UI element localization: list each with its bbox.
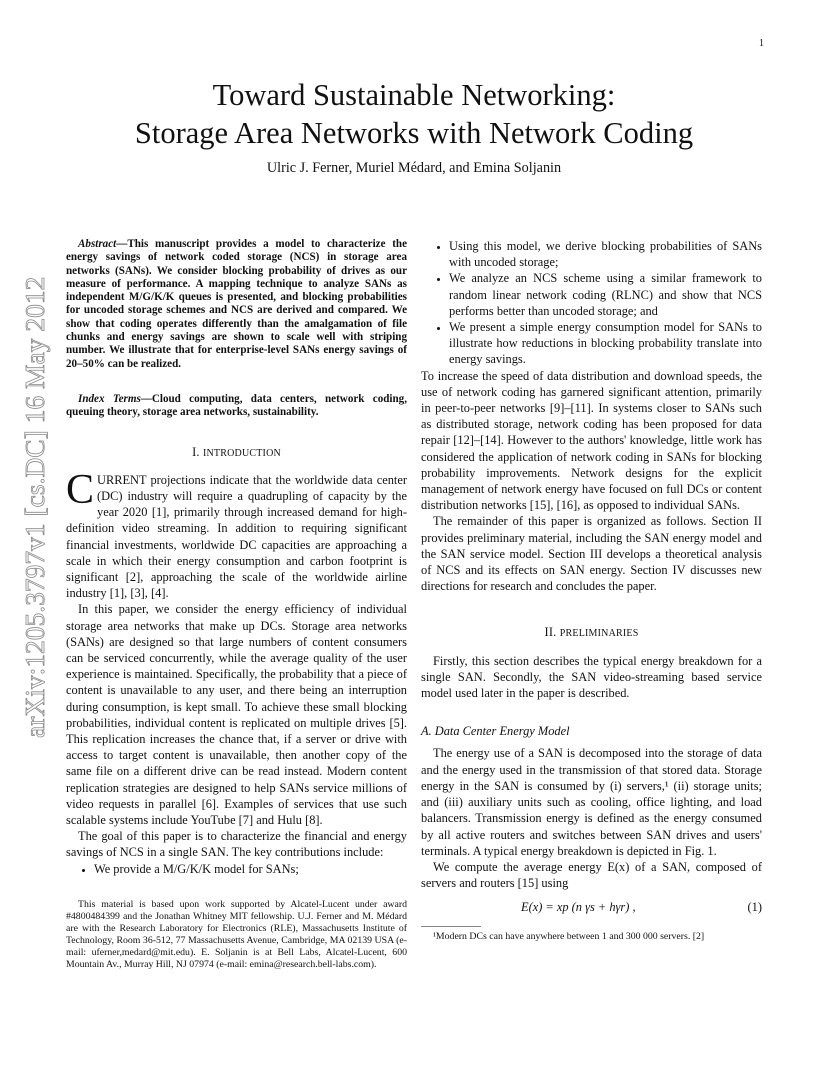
list-item: • We provide a M/G/K/K model for SANs; [94, 861, 407, 877]
contribution-list-right [421, 238, 762, 368]
list-item: • Using this model, we derive blocking probabilities of SANs with uncoded storage; [449, 238, 762, 270]
subsection-heading: A. Data Center Energy Model [421, 724, 570, 739]
list-item: • We present a simple energy consumption model for SANs to illustrate how reductions in blocking probability translate into energy savings. [449, 319, 762, 368]
index-terms [66, 393, 407, 420]
abstract-text: —This manuscript provides a model to characterize the energy savings of network coded storage (NCS) in storage area networks (SANs). We consider blocking probability of drives as our measure of performance. A mapping technique to analyze SANs as independent M/G/K/K queues is presented, and blocking probabilities for uncoded storage schemes and NCS are derived and compared. We show that coding operates differently than the amalgamation of file chunks and energy savings are shown to scale well with striping number. We illustrate that for enterprise-level SANs energy savings of 20–50% can be realized. [66, 238, 407, 370]
equation-number: (1) [747, 900, 762, 915]
footnote-funding: This material is based upon work supported by Alcatel-Lucent under award #4800484399 and the Jonathan Whitney MIT fellowship. U.J. Ferner and M. Médard are with the Research Laboratory for Electronics (RLE), Massachusetts Institute of Technology, Room 36-512, 77 Massachusetts Avenue, Cambridge, MA 02139 USA (e-mail: uferner,medard@mit.edu). E. Soljanin is at Bell Labs, Alcatel-Lucent, 600 Mountain Av., Murray Hill, NJ 07974 (e-mail: emina@research.bell-labs.com). [66, 898, 407, 970]
intro-paragraph-3: The goal of this paper is to characterize the financial and energy savings of NCS in a single SAN. The key contributions include: [66, 829, 407, 860]
index-lead: Index Terms [78, 392, 141, 405]
equation-body: E(x) = xp (n γs + hγr) , [521, 900, 636, 915]
arxiv-stamp-text: arXiv:1205.3797v1 [cs.DC] 16 May 2012 [19, 276, 50, 738]
section-heading-introduction: I. INTRODUCTION [192, 444, 281, 459]
drop-cap: C [66, 466, 95, 513]
footnote-servers: ¹Modern DCs can have anywhere between 1 and 300 000 servers. [2] [433, 930, 705, 942]
paper-title [60, 76, 768, 152]
title-line-1: Toward Sustainable Networking: [212, 78, 616, 112]
abstract-lead: Abstract [78, 238, 117, 250]
equation-1 [521, 899, 762, 915]
energy-paragraph-2: We compute the average energy E(x) of a SAN, composed of servers and routers [15] using [421, 859, 762, 891]
energy-paragraph-1: The energy use of a SAN is decomposed into the storage of data and the energy used in the transmission of that stored data. Storage energy in the SAN is consumed by (i) servers,¹ (ii) storage units; and (iii) auxiliary units such as cooling, office lighting, and load balancers. Transmission energy is defined as the energy consumed by all active routers and switches between SAN drives and users' terminals. A typical energy breakdown is depicted in Fig. 1. [421, 746, 762, 858]
intro-paragraph-1: CURRENT projections indicate that the worldwide data center (DC) industry will require a quadrupling of capacity by the year 2020 [1], primarily through increased demand for high-definition video streaming. In addition to requiring significant financial investments, worldwide DC capacities are approaching a scale in which their energy consumption and carbon footprint is significant [2], approaching the scale of the worldwide airline industry [1], [3], [4]. [66, 466, 407, 601]
authors: Ulric J. Ferner, Muriel Médard, and Emina Soljanin [266, 160, 562, 176]
contribution-list-left [66, 861, 407, 877]
prelim-paragraph: Firstly, this section describes the typical energy breakdown for a single SAN. Secondly, the SAN video-streaming based service model used later in the paper is described. [421, 653, 762, 701]
intro-paragraph-5: The remainder of this paper is organized as follows. Section II provides preliminary material, including the SAN energy model and the SAN service model. Section III develops a theoretical analysis of NCS and its effects on SAN energy. Section IV discusses new directions for research and concludes the paper. [421, 514, 762, 594]
section-heading-preliminaries: II. PRELIMINARIES [544, 625, 639, 640]
abstract [66, 238, 407, 371]
intro-paragraph-2: In this paper, we consider the energy efficiency of individual storage area networks that make up DCs. Storage area networks (SANs) are designed so that large numbers of content consumers can be serviced concurrently, while the average quality of the user experience is maintained. Specifically, the probability that a piece of content is unavailable to any user, and there being an interruption during consumption, is kept small. To achieve these small blocking probabilities, individual content is replicated on multiple drives [5]. This replication increases the chance that, if a server or drive with access to target content is unavailable, then another copy of the same file on a different drive can be read instead. Modern content replication strategies are designed to help SANs service millions of video requests in parallel [6]. Examples of services that use such scalable systems include YouTube [7] and Hulu [8]. [66, 602, 407, 828]
page-number: 1 [759, 38, 764, 49]
arxiv-stamp [4, 250, 54, 740]
intro-paragraph-4: To increase the speed of data distribution and download speeds, the use of network coding has garnered significant attention, primarily in peer-to-peer networks [9]–[11]. In systems closer to SANs such as distributed storage, network coding has been proposed for data repair [12]–[14]. However to the authors' knowledge, little work has considered the application of network coding in SANs for blocking probability improvements. Network designs for the explicit management of network energy have focused on full DCs or content distribution networks [15], [16], as opposed to individual SANs. [421, 368, 762, 513]
index-text: —Cloud computing, data centers, network coding, queuing theory, storage area networks, sustainability. [66, 392, 407, 419]
list-item: • We analyze an NCS scheme using a similar framework to random linear network coding (RLNC) and show that NCS performs better than uncoded storage; and [449, 270, 762, 319]
right-column [421, 238, 762, 943]
left-column [66, 238, 407, 971]
footnote-rule [421, 926, 481, 927]
title-line-2: Storage Area Networks with Network Coding [134, 116, 694, 150]
